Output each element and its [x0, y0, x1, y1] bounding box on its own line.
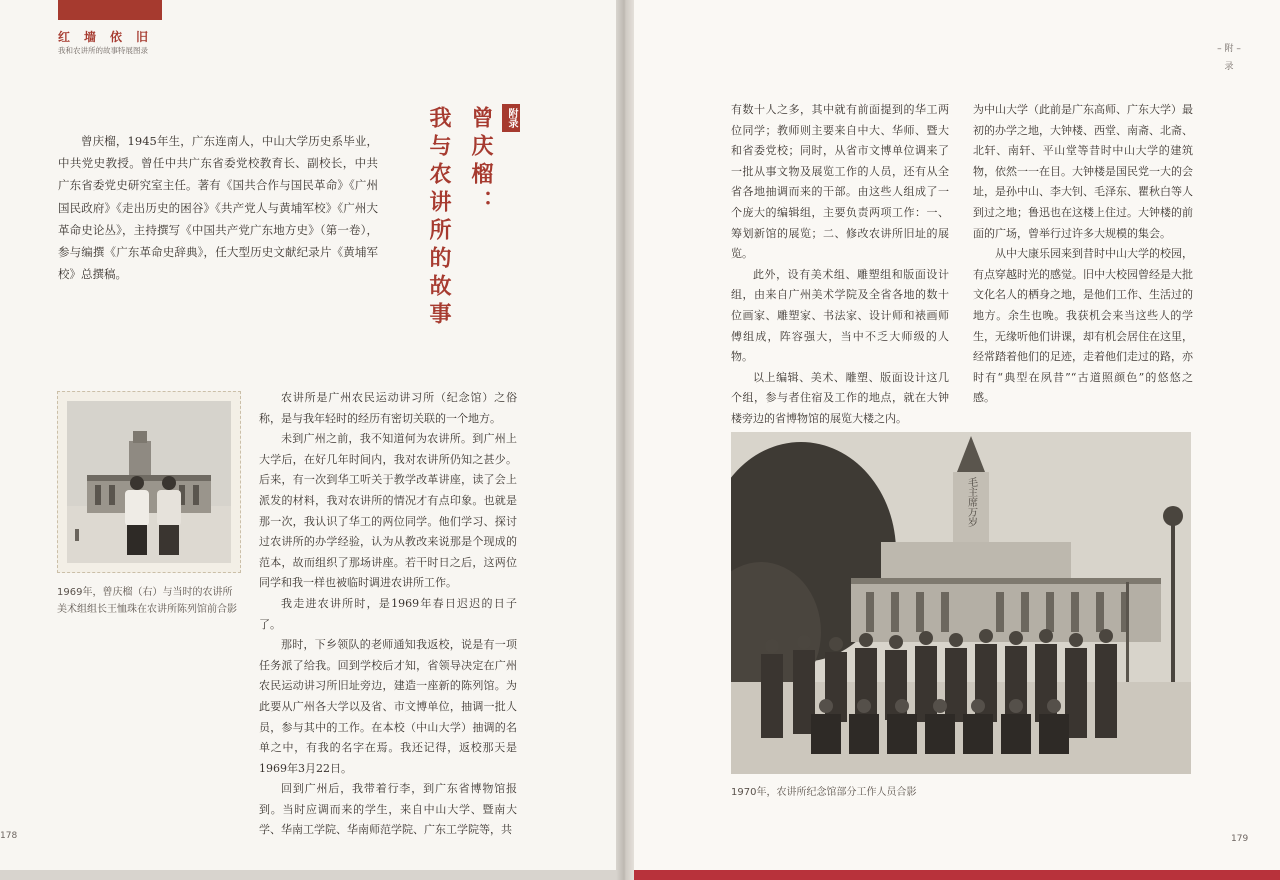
paragraph: 此外，设有美术组、雕塑组和版面设计组，由来自广州美术学院及全省各地的数十位画家、雕塑家、书法家、设计师和裱画师傅组成，阵容强大，当中不乏大师级的人物。	[731, 267, 949, 364]
right-column-1	[731, 100, 949, 450]
appendix-tag: 附录	[502, 104, 520, 132]
paragraph: 以上编辑、美术、雕塑、版面设计这几个组，参与者住宿及工作的地点，就在大钟楼旁边的省博物馆的展览大楼之内。	[731, 370, 949, 425]
historic-photo-1969	[57, 391, 241, 573]
running-header-title: 红墙依旧	[58, 30, 163, 44]
right-column-2	[973, 100, 1193, 409]
photo-1970-caption: 1970年，农讲所纪念馆部分工作人员合影	[731, 787, 917, 798]
running-header-subtitle: 我和农讲所的故事特展图录	[58, 46, 148, 55]
runner-line2: 录	[1224, 62, 1234, 72]
group-photo-1970	[731, 432, 1191, 774]
building-sign: 毛主席万岁	[965, 477, 977, 527]
paragraph: 未到广州之前，我不知道何为农讲所。到广州上大学后，在好几年时间内，我对农讲所仍知之甚少。后来，有一次到华工听关于教学改革讲座，读了会上派发的材料，我对农讲所的情况才有点印象。也就是那一次，我认识了华工的两位同学。他们学习、探讨过农讲所的办学经验，认为从教改来说那是个现成的范本，故而组织了那场讲座。若干时日之后，这两位同学和我一样也被临时调进农讲所工作。	[259, 432, 517, 590]
article-title-line1: 曾庆榴：	[468, 106, 494, 218]
photo-two-men	[67, 401, 231, 563]
book-spine	[616, 0, 634, 880]
page-number-right: 179	[1231, 834, 1249, 844]
paragraph: 那时，下乡领队的老师通知我返校，说是有一项任务派了给我。回到学校后才知，省领导决定在广州农民运动讲习所旧址旁边，建造一座新的陈列馆。为此要从广州各大学以及省、市文博单位，抽调一批人员，参与其中的工作。在本校（中山大学）抽调的名单之中，有我的名字在焉。我还记得，返校那天是1969年3月22日。	[259, 638, 517, 775]
cover-edge-left	[0, 870, 622, 880]
author-bio: 曾庆榴，1945年生，广东连南人，中山大学历史系毕业，中共党史教授。曾任中共广东省委党校教育长、副校长，中共广东省委党史研究室主任。著有《国共合作与国民革命》《广州国民政府》《走出历史的困谷》《共产党人与黄埔军校》《广州大革命史论丛》，主持撰写《中国共产党广东地方史》（第一卷），参与编撰《广东革命史辞典》，任大型历史文献纪录片《黄埔军校》总撰稿。	[58, 134, 378, 282]
page-number-left: 178	[0, 831, 18, 841]
left-body-text	[259, 388, 517, 841]
paragraph: 农讲所是广州农民运动讲习所（纪念馆）之俗称，是与我年轻时的经历有密切关联的一个地方。	[259, 391, 517, 425]
paragraph: 从中大康乐园来到昔时中山大学的校园，有点穿越时光的感觉。旧中大校园曾经是大批文化名人的栖身之地，是他们工作、生活过的地方。余生也晚。我获机会来当这些人的学生，无缘听他们讲课，却有机会居住在这里，经常踏着他们的足迹，走着他们走过的路，亦时有“典型在夙昔”“古道照颜色”的悠悠之感。	[973, 247, 1193, 405]
runner-line1: – 附 –	[1217, 44, 1241, 54]
paragraph: 为中山大学（此前是广东高师、广东大学）最初的办学之地，大钟楼、西堂、南斋、北斋、北轩、南轩、平山堂等昔时中山大学的建筑物，依然一一在目。大钟楼是国民党一大的会址，是孙中山、李大钊、毛泽东、瞿秋白等人到过之地；鲁迅也在这楼上住过。大钟楼的前面的广场，曾举行过许多大规模的集会。	[973, 103, 1193, 240]
running-header-appendix	[1212, 40, 1246, 76]
header-color-block	[58, 0, 162, 20]
photo-1969-caption: 1969年，曾庆榴（右）与当时的农讲所美术组组长王恤珠在农讲所陈列馆前合影	[57, 587, 237, 615]
paragraph: 有数十人之多，其中就有前面提到的华工两位同学；教师则主要来自中大、华师、暨大和省委党校；同时，从省市文博单位调来了一批从事文物及展览工作的人员，还有从全省各地抽调而来的干部。由这些人组成了一个庞大的编辑组，主要负责两项工作：一、筹划新馆的展览；二、修改农讲所旧址的展览。	[731, 103, 949, 261]
paragraph: 我走进农讲所时，是1969年春日迟迟的日子了。	[259, 596, 517, 631]
cover-edge-right	[622, 870, 1280, 880]
article-title-line2: 我与农讲所的故事	[426, 106, 452, 330]
paragraph: 回到广州后，我带着行李，到广东省博物馆报到。当时应调而来的学生，来自中山大学、暨南大学、华南工学院、华南师范学院、广东工学院等，共	[259, 782, 517, 837]
